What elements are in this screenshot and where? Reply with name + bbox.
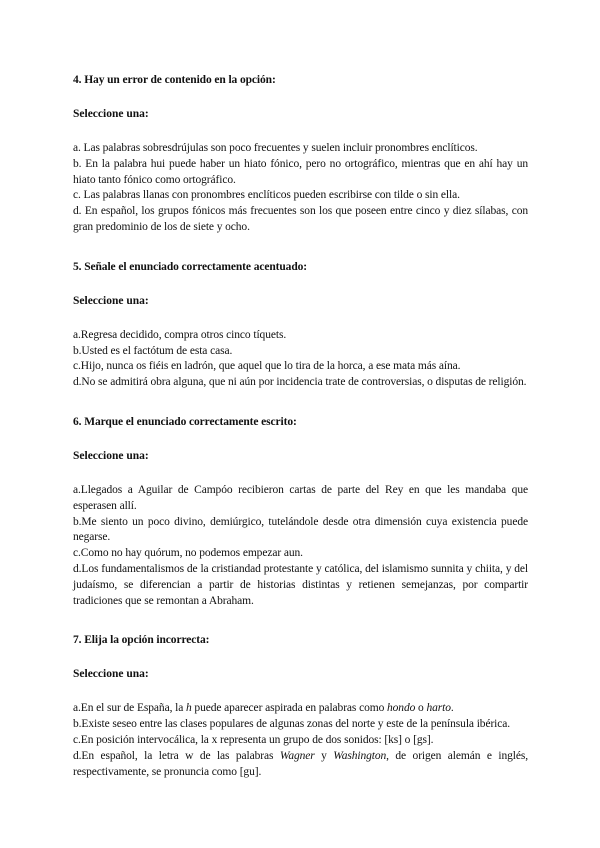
option-c[interactable]: c.Como no hay quórum, no podemos empezar aun. [73, 547, 303, 560]
question-title: 6. Marque el enunciado correctamente escrito: [73, 415, 297, 428]
options-list [73, 141, 528, 236]
option-b[interactable]: b.Existe seseo entre las clases populares de algunas zonas del norte y este de la península ibérica. [73, 718, 511, 731]
option-text: y [314, 749, 334, 762]
option-d[interactable]: d.No se admitirá obra alguna, que ni aún por incidencia trate de controversias, o disputas de religión. [73, 376, 527, 389]
options-list [73, 483, 528, 609]
option-a[interactable]: a. Las palabras sobresdrújulas son poco frecuentes y suelen incluir pronombres enclíticos. [73, 142, 478, 154]
option-text: puede aparecer aspirada en palabras como [191, 702, 387, 715]
options-list [73, 701, 528, 780]
option-c[interactable]: c. Las palabras llanas con pronombres enclíticos pueden escribirse con tilde o sin ella. [73, 189, 460, 202]
question-title: 5. Señale el enunciado correctamente acentuado: [73, 260, 307, 273]
option-a[interactable]: a.Llegados a Aguilar de Campóo recibieron cartas de parte del Rey en que les mandaba que esperasen allí. [73, 483, 528, 512]
italic-term: Washington [333, 749, 387, 762]
italic-term: Wagner [279, 749, 315, 762]
option-d[interactable]: d. En español, los grupos fónicos más frecuentes son los que poseen entre cinco y diez sílabas, con gran predominio de los de siete y ocho. [73, 205, 528, 233]
italic-term: harto [426, 702, 451, 715]
option-text: d.En español, la letra w de las palabras [73, 749, 280, 762]
italic-term: hondo [387, 702, 416, 715]
question-prompt: Seleccione una: [73, 668, 149, 681]
option-text: a.En el sur de España, la [73, 702, 186, 715]
options-list [73, 328, 528, 391]
option-a[interactable] [73, 701, 528, 717]
option-c[interactable]: c.Hijo, nunca os fiéis en ladrón, que aquel que lo tira de la horca, a ese mata más aína. [73, 360, 461, 373]
question-4 [73, 73, 528, 236]
option-text: o [415, 702, 427, 715]
question-prompt: Seleccione una: [73, 294, 149, 307]
option-c[interactable]: c.En posición intervocálica, la x representa un grupo de dos sonidos: [ks] o [gs]. [73, 733, 434, 746]
question-5 [73, 260, 528, 391]
option-b[interactable]: b.Me siento un poco divino, demiúrgico, tutelándole desde otra dimensión cuya existencia puede negarse. [73, 515, 528, 544]
question-prompt: Seleccione una: [73, 108, 149, 120]
question-prompt: Seleccione una: [73, 449, 149, 462]
option-a[interactable]: a.Regresa decidido, compra otros cinco tíquets. [73, 328, 287, 341]
question-7 [73, 633, 528, 780]
option-text: . [450, 702, 454, 715]
option-b[interactable]: b. En la palabra hui puede haber un hiato fónico, pero no ortográfico, mientras que en ahí hay un hiato tanto fónico como ortográfico. [73, 157, 528, 186]
option-d[interactable] [73, 749, 528, 781]
question-6 [73, 415, 528, 609]
question-title: 7. Elija la opción incorrecta: [73, 634, 210, 647]
option-b[interactable]: b.Usted es el factótum de esta casa. [73, 344, 233, 357]
option-text: , de origen alemán e inglés, respectivamente, se pronuncia como [gu]. [73, 749, 528, 778]
italic-term: h [186, 702, 192, 715]
option-d[interactable]: d.Los fundamentalismos de la cristiandad protestante y católica, del islamismo sunnita y chiita, y del judaísmo, se diferencian a partir de historias distintas y retienen semejanzas, por compartir tradiciones que se remontan a Abraham. [73, 562, 528, 607]
question-title: 4. Hay un error de contenido en la opción: [73, 74, 276, 86]
